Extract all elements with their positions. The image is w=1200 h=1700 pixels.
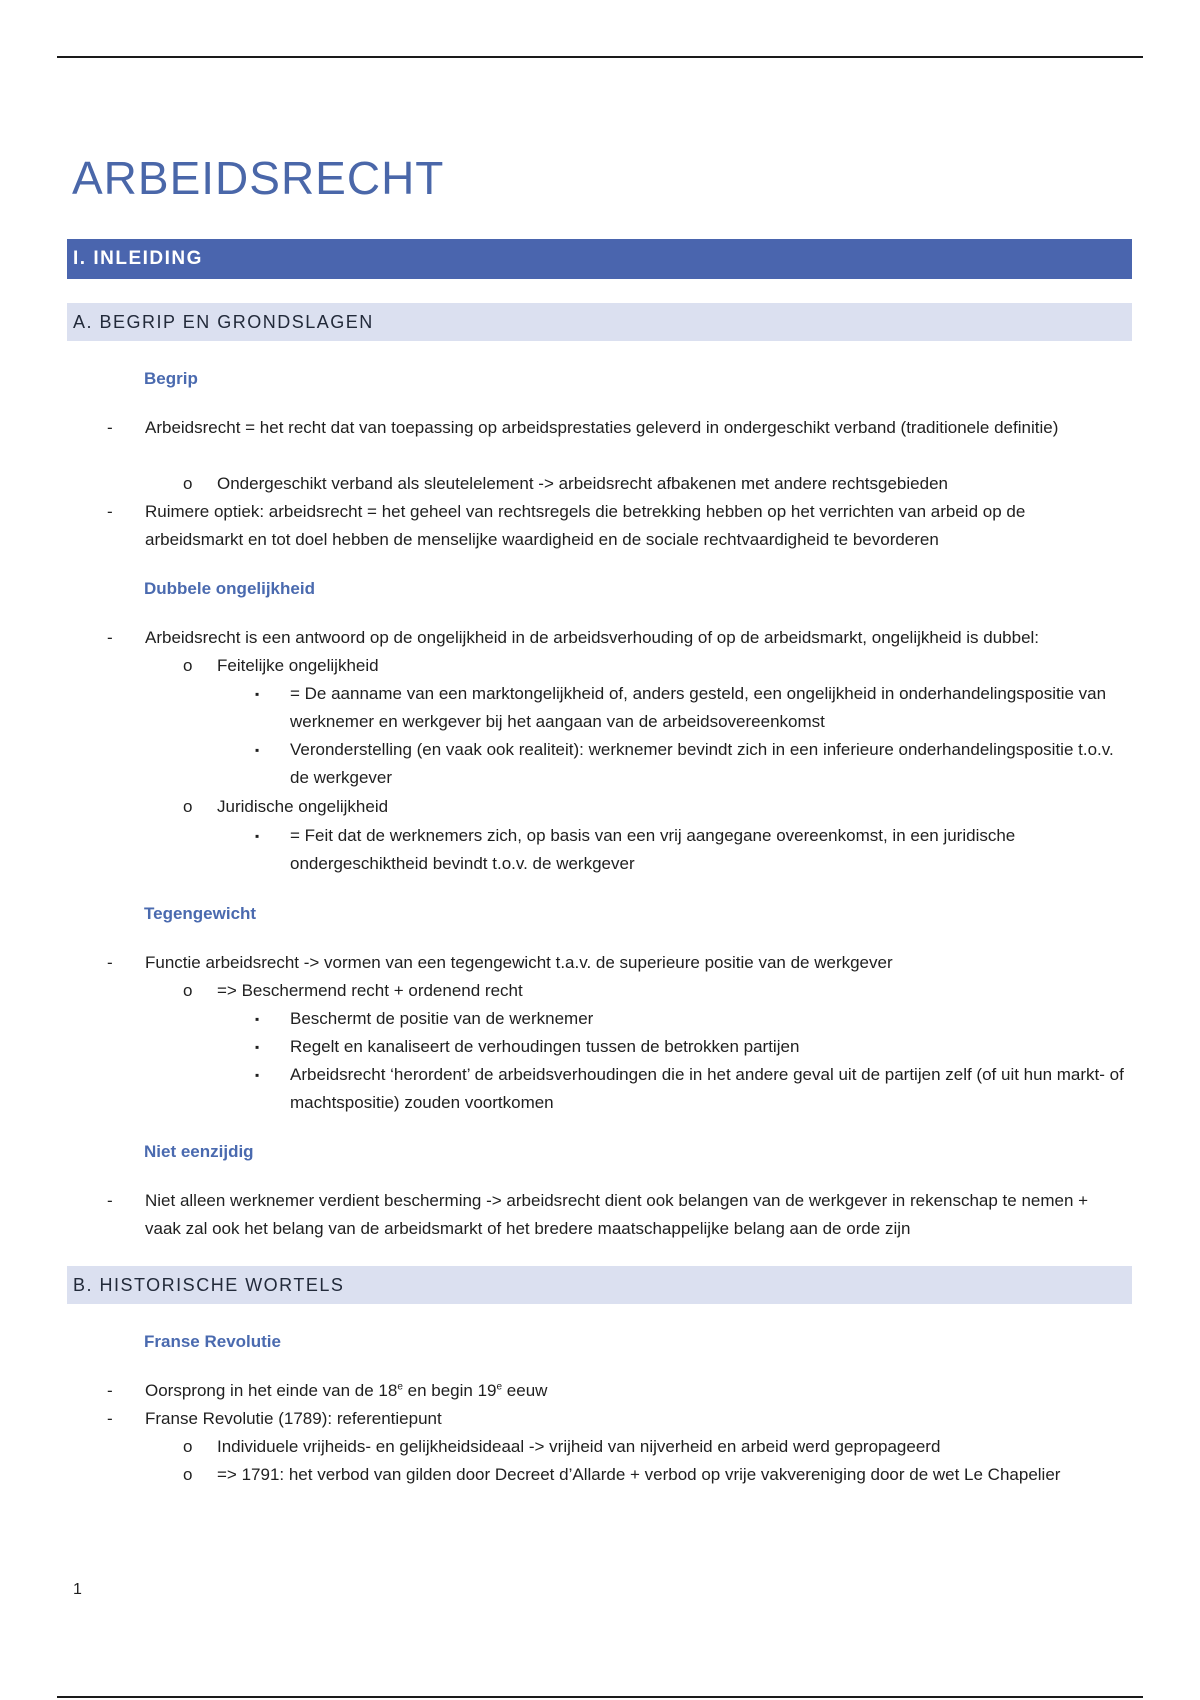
- bottom-rule: [57, 1696, 1143, 1698]
- list-item: = Feit dat de werknemers zich, op basis van een vrij aangegane overeenkomst, in een juridische ondergeschiktheid bevindt t.o.v. de werkgever: [290, 826, 1016, 873]
- subheading-begrip: Begrip: [144, 369, 198, 388]
- dash-bullet: -: [107, 628, 113, 647]
- section-heading-inleiding: I. INLEIDING: [67, 239, 1132, 279]
- list-item: Arbeidsrecht = het recht dat van toepassing op arbeidsprestaties geleverd in ondergeschikt verband (traditionele definitie): [145, 418, 1059, 437]
- square-bullet: ▪: [255, 687, 260, 701]
- superscript: e: [496, 1381, 503, 1393]
- list-item: Beschermt de positie van de werknemer: [290, 1009, 594, 1028]
- list-item: Niet alleen werknemer verdient bescherming -> arbeidsrecht dient ook belangen van de werkgever in rekenschap te nemen + vaak zal ook het belang van de arbeidsmarkt of het bredere maatschappelijke belang aan de orde zijn: [145, 1191, 1089, 1238]
- list-item: Regelt en kanaliseert de verhoudingen tussen de betrokken partijen: [290, 1037, 800, 1056]
- section-heading-historische-wortels: B. HISTORISCHE WORTELS: [67, 1266, 1132, 1304]
- circle-bullet: o: [183, 474, 193, 493]
- circle-bullet: o: [183, 656, 193, 675]
- circle-bullet: o: [183, 797, 193, 816]
- list-item: => Beschermend recht + ordenend recht: [217, 981, 523, 1000]
- circle-bullet: o: [183, 1437, 193, 1456]
- dash-bullet: -: [107, 418, 113, 437]
- dash-bullet: -: [107, 1381, 113, 1400]
- page-number: 1: [73, 1581, 82, 1598]
- list-item: Arbeidsrecht is een antwoord op de ongelijkheid in de arbeidsverhouding of op de arbeidsmarkt, ongelijkheid is dubbel:: [145, 628, 1040, 647]
- subheading-dubbele-ongelijkheid: Dubbele ongelijkheid: [144, 579, 315, 598]
- document-title: ARBEIDSRECHT: [72, 152, 445, 204]
- list-item: Veronderstelling (en vaak ook realiteit): werknemer bevindt zich in een inferieure onderhandelingspositie t.o.v. de werkgever: [290, 740, 1114, 787]
- square-bullet: ▪: [255, 829, 260, 843]
- list-item-text: en begin 19: [402, 1381, 497, 1400]
- list-item: Ruimere optiek: arbeidsrecht = het geheel van rechtsregels die betrekking hebben op het verrichten van arbeid op de arbeidsmarkt en tot doel hebben de menselijke waardigheid en de sociale rechtvaardigheid te bevorderen: [145, 502, 1026, 549]
- list-item-text: Oorsprong in het einde van de 18: [145, 1381, 398, 1400]
- section-heading-begrip-en-grondslagen: A. BEGRIP EN GRONDSLAGEN: [67, 303, 1132, 341]
- list-item: = De aanname van een marktongelijkheid of, anders gesteld, een ongelijkheid in onderhandelingspositie van werknemer en werkgever bij het aangaan van de arbeidsovereenkomst: [290, 684, 1107, 731]
- subheading-niet-eenzijdig: Niet eenzijdig: [144, 1142, 254, 1161]
- list-item: Franse Revolutie (1789): referentiepunt: [145, 1409, 442, 1428]
- square-bullet: ▪: [255, 1012, 260, 1026]
- square-bullet: ▪: [255, 743, 260, 757]
- list-item: => 1791: het verbod van gilden door Decreet d’Allarde + verbod op vrije vakvereniging door de wet Le Chapelier: [217, 1465, 1061, 1484]
- list-item-text: eeuw: [502, 1381, 548, 1400]
- top-rule: [57, 56, 1143, 58]
- list-item: Arbeidsrecht ‘herordent’ de arbeidsverhoudingen die in het andere geval uit de partijen zelf (of uit hun markt- of machtspositie) zouden voortkomen: [290, 1065, 1124, 1112]
- list-item: Individuele vrijheids- en gelijkheidsideaal -> vrijheid van nijverheid en arbeid werd gepropageerd: [217, 1437, 941, 1456]
- circle-bullet: o: [183, 981, 193, 1000]
- list-item: [145, 1377, 1125, 1405]
- list-item: Juridische ongelijkheid: [217, 797, 389, 816]
- dash-bullet: -: [107, 953, 113, 972]
- list-item: Functie arbeidsrecht -> vormen van een tegengewicht t.a.v. de superieure positie van de werkgever: [145, 953, 893, 972]
- square-bullet: ▪: [255, 1040, 260, 1054]
- list-item: Feitelijke ongelijkheid: [217, 656, 379, 675]
- subheading-franse-revolutie: Franse Revolutie: [144, 1332, 281, 1351]
- list-item: Ondergeschikt verband als sleutelelement -> arbeidsrecht afbakenen met andere rechtsgebieden: [217, 474, 948, 493]
- dash-bullet: -: [107, 1191, 113, 1210]
- circle-bullet: o: [183, 1465, 193, 1484]
- superscript: e: [397, 1381, 403, 1393]
- dash-bullet: -: [107, 1409, 113, 1428]
- square-bullet: ▪: [255, 1068, 260, 1082]
- dash-bullet: -: [107, 502, 113, 521]
- subheading-tegengewicht: Tegengewicht: [144, 904, 257, 923]
